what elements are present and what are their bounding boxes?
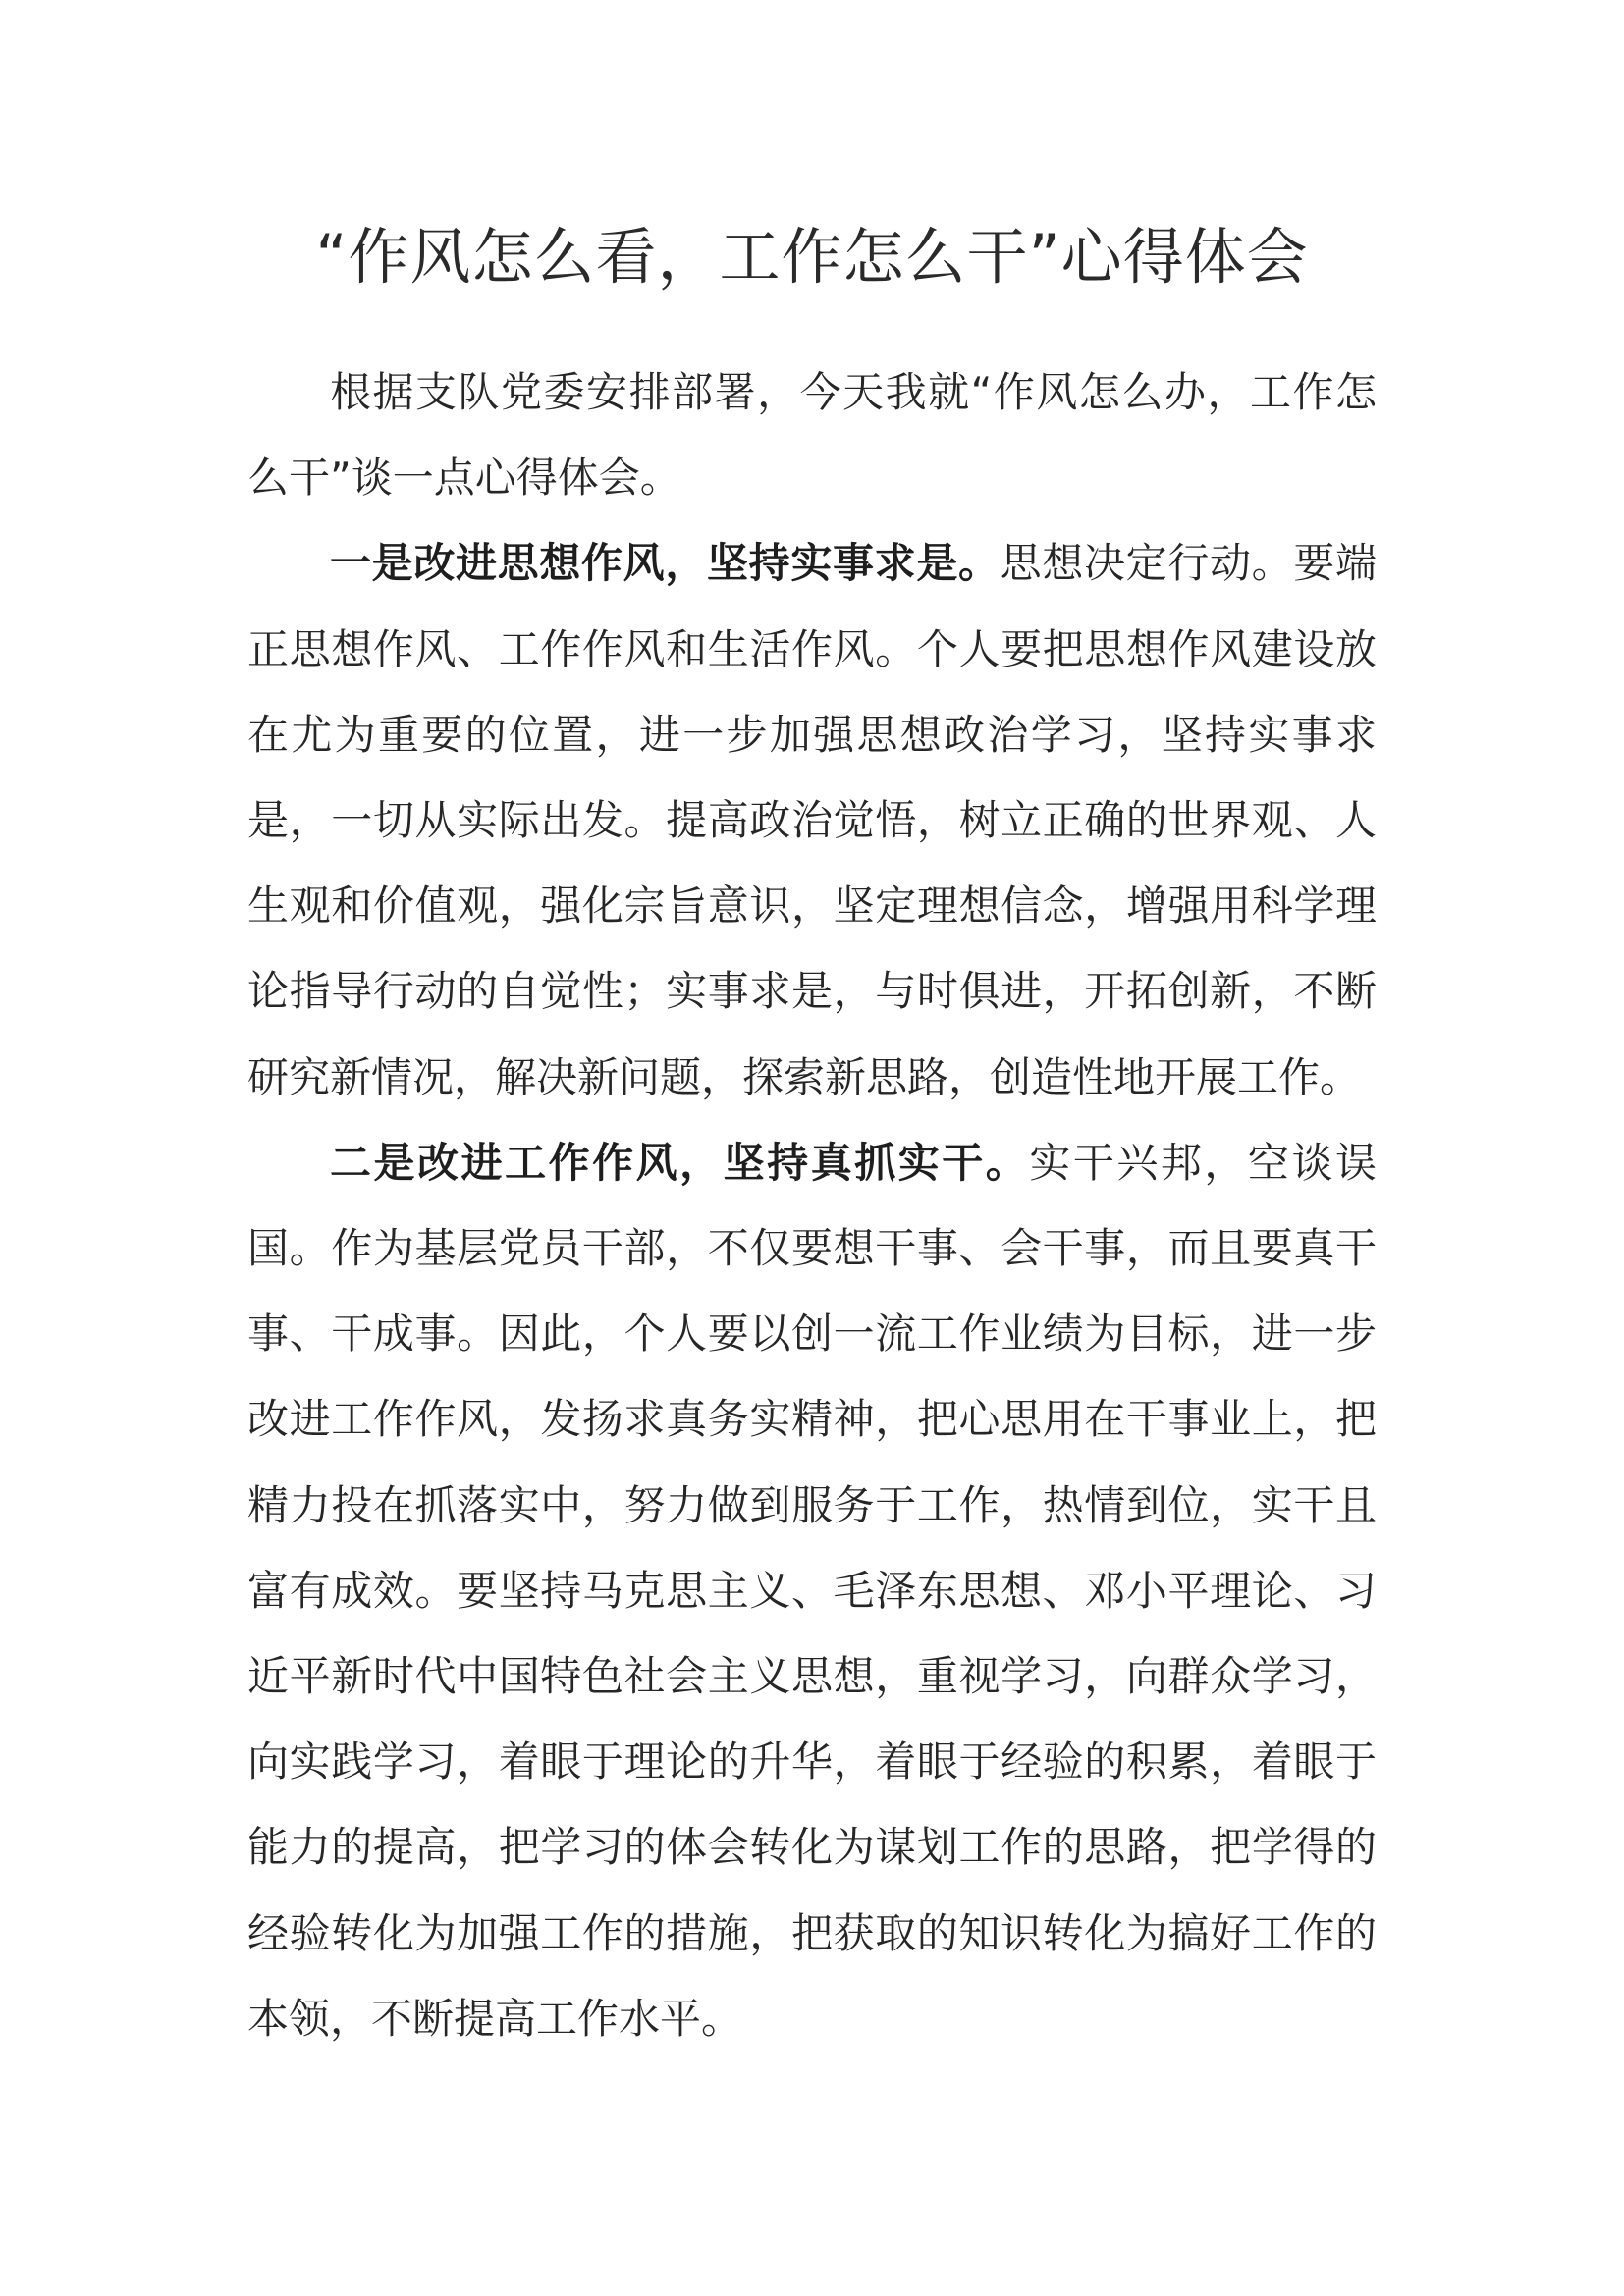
paragraph-text: 思想决定行动。要端正思想作风、工作作风和生活作风。个人要把思想作风建设放在尤为重要的位置，进一步加强思想政治学习，坚持实事求是，一切从实际出发。提高政治觉悟，树立正确的世界观、人生观和价值观，强化宗旨意识，坚定理想信念，增强用科学理论指导行动的自觉性；实事求是，与时俱进，开拓创新，不断研究新情况，解决新问题，探索新思路，创造性地开展工作。 bbox=[247, 539, 1377, 1101]
paragraph-text: 实干兴邦，空谈误国。作为基层党员干部，不仅要想干事、会干事，而且要真干事、干成事。因此，个人要以创一流工作业绩为目标，进一步改进工作作风，发扬求真务实精神，把心思用在干事业上，把精力投在抓落实中，努力做到服务于工作，热情到位，实干且富有成效。要坚持马克思主义、毛泽东思想、邓小平理论、习近平新时代中国特色社会主义思想，重视学习，向群众学习，向实践学习，着眼于理论的升华，着眼于经验的积累，着眼于能力的提高，把学习的体会转化为谋划工作的思路，把学得的经验转化为加强工作的措施，把获取的知识转化为搞好工作的本领，不断提高工作水平。 bbox=[247, 1138, 1377, 2043]
paragraph-text: 根据支队党委安排部署，今天我就“作风怎么办，工作怎么干”谈一点心得体会。 bbox=[247, 368, 1377, 503]
paragraph-lead: 一是改进思想作风，坚持实事求是。 bbox=[330, 539, 1001, 588]
point-two-paragraph bbox=[247, 1120, 1377, 2061]
point-one-paragraph bbox=[247, 520, 1377, 1119]
paragraph-lead: 二是改进工作作风，坚持真抓实干。 bbox=[330, 1138, 1030, 1187]
page-title: “作风怎么看，工作怎么干”心得体会 bbox=[315, 221, 1309, 293]
intro-paragraph bbox=[247, 349, 1377, 520]
document-body bbox=[247, 349, 1377, 2061]
